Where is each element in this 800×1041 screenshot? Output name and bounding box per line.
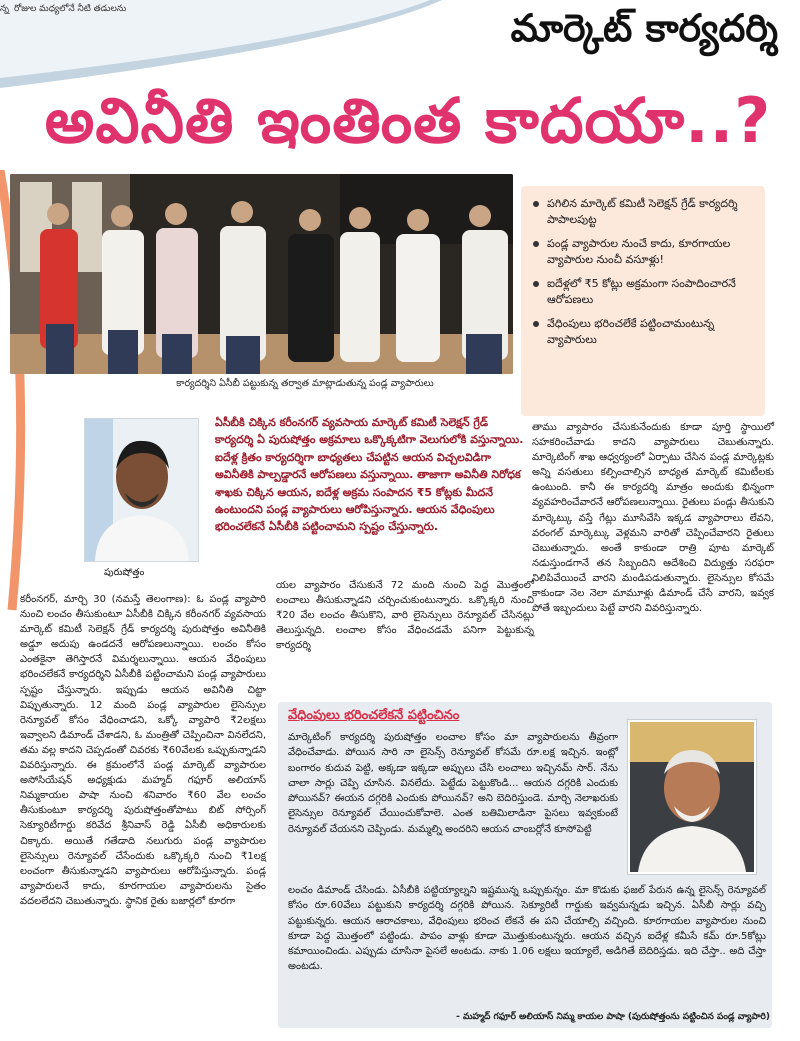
body-column-3: తాము వ్యాపారం చేసుకునేందుకు కూడా పూర్తి స్థాయిలో సహకరించేవాడు కాదని వ్యాపారులు చెబుతున్నారు. మార్కెటింగ్ శాఖ ఆధ్వర్యంలో ఏర్పాటు చేసిన పండ్ల మార్కెట్లకు అన్ని వసతులు కల్పించాల్సిన బాధ్యత మార్కెట్ కమిటీలకు ఉంటుంది. కానీ ఈ కార్యదర్శి మాత్రం అందుకు భిన్నంగా వ్యవహరించేవారనే ఆరోపణలున్నాయి. రైతులు పండ్లు తీసుకుని మార్కెట్కు వస్తే గేట్లు మూసివేసి ఇక్కడ వ్యాపారాలు లేవని, వరంగల్ మార్కెట్కు వెళ్లమని వారితో చెప్పించేవారని రైతులు చెబుతున్నారు. అంతే కాకుండా రాత్రి పూట మార్కెట్ నడుస్తుండగానే తన సిబ్బందిని ఆదేశించి విద్యుత్తు సరఫరా నిలిపివేయించే వారని మండిపడుతున్నారు. లైసెన్సుల కోసమే కాకుండా నెల నెలా మామూళ్లు డిమాండ్ చేసే వారని, ఇవ్వక పోతే ఇబ్బందులు పెట్టే వారని వివరిస్తున్నారు. xyxy=(532,422,774,615)
quote-person-photo xyxy=(628,720,756,874)
bullet-icon xyxy=(533,241,539,247)
highlight-item: పండ్ల వ్యాపారుల నుంచే కాదు, కూరగాయల వ్యాపారుల నుంచీ వసూళ్లు! xyxy=(533,236,755,268)
highlight-item: పగిలిన మార్కెట్ కమిటీ సెలెక్షన్ గ్రేడ్ కార్యదర్శి పాపాలపుట్ట xyxy=(533,196,755,228)
body-column-1: కరీంనగర్, మార్చి 30 (నమస్తే తెలంగాణ): ఓ పండ్ల వ్యాపారి నుంచి లంచం తీసుకుంటూ ఏసీబీకి చిక్కిన కరీంనగర్ వ్యవసాయ మార్కెట్ కమిటీ సెలెక్షన్ గ్రేడ్ కార్యదర్శి పురుషోత్తం అవినీతికి అడ్డూ అదుపు ఉండదనే ఆరోపణలున్నాయి. లంచం కోసం ఎంతకైనా తెగిస్తారనే విమర్శలున్నాయి. ఆయన వేధింపులు భరించలేకనే కార్యదర్శిని ఏసీబీకి పట్టించామని పండ్ల వ్యాపారులు స్పష్టం చేస్తున్నారు. ఇప్పుడు ఆయన అవినీతి చిట్టా విప్పుతున్నారు. 12 మంది పండ్ల వ్యాపారుల లైసెన్సుల రెన్యూవల్ కోసం వేధించాడని, ఒక్కో వ్యాపారి ₹2లక్షలు ఇవ్వాలని డిమాండ్ చేశాడని, ఓ మంత్రితో చెప్పించినా వినలేదని, తమ వల్ల కాదని చెప్పడంతో చివరకు ₹60వేలకు ఒప్పుకున్నాడని వివరిస్తున్నారు. ఈ క్రమంలోనే పండ్ల మార్కెట్ వ్యాపారుల అసోసియేషన్ అధ్యక్షుడు మహ్మద్ గఫూర్ అలియాస్ నిమ్మకాయల పాషా నుంచి శనివారం ₹60 వేల లంచం తీసుకుంటూ కార్యదర్శి పురుషోత్తంతోపాటు బిట్ సోర్సింగ్ సెక్యూరిటీగార్డు కరివేద శ్రీనివాస్ రెడ్డి ఏసీబీ అధికారులకు చిక్కారు. అయితే గతేడాది నలుగురు పండ్ల వ్యాపారుల లైసెన్సులు రెన్యూవల్ చేసేందుకు ఒక్కొక్కరి నుంచి ₹1లక్ష లంచంగా తీసుకున్నాడని వ్యాపారులు ఆరోపిస్తున్నారు. పండ్ల వ్యాపారులనే కాదు, కూరగాయల వ్యాపారులను సైతం వదలలేదని చెబుతున్నారు. స్థానిక రైతు బజార్లలో కూరగా xyxy=(20,594,266,907)
page-title: అవినీతి ఇంతింత కాదయా..? xyxy=(44,84,772,157)
photo-caption: కార్యదర్శిని ఏసీబీ పట్టుకున్న తర్వాత మాట్లాడుతున్న పండ్ల వ్యాపారులు xyxy=(176,378,434,389)
kicker: మార్కెట్ కార్యదర్శి xyxy=(510,6,778,50)
news-photo xyxy=(10,174,513,374)
bullet-icon xyxy=(533,201,539,207)
body-column-2: యల వ్యాపారం చేసుకునే 72 మంది నుంచి పెద్ద మొత్తంలో లంచాలు తీసుకున్నాడని చర్చించుకుంటున్నారు. ఒక్కొక్కరి నుంచి ₹20 వేల లంచం తీసుకొని, వారి లైసెన్సులు రెన్యూవల్ చేసినట్లు తెలుస్తున్నది. లంచాల కోసం వేధించడమే పనిగా పెట్టుకున్న కార్యదర్శి xyxy=(276,580,534,652)
quote-signature: - మహ్మద్ గఫూర్ అలియాస్ నిమ్మ కాయల పాషా (పురుషోత్తంను పట్టించిన పండ్ల వ్యాపారి) xyxy=(456,1012,770,1022)
bullet-icon xyxy=(533,321,539,327)
quote-text-part-1: మార్కెటింగ్ కార్యదర్శి పురుషోత్తం లంచాల కోసం మా వ్యాపారులను తీవ్రంగా వేధించేవాడు. పోయిన సారి నా లైసెన్స్ రెన్యూవల్ కోసమే రూ.లక్ష ఇచ్చిన. ఇంట్లో బంగారం కుదువ పెట్టి, అక్కడా ఇక్కడా అప్పులు చేసి లంచాలు ఇచ్చినమ్ సార్. నేను చాలా సార్లు చెప్పి చూసిన. వినలేదు. పెట్టేడు పెట్టుకొండి... ఆయన దగ్గరికి ఎందుకు పోయినవ్? ఈయన దగ్గరికి ఎందుకు పోయినవ్? అని బెదిరిస్తుండె. మార్చి నెలాఖరుకు లైసెన్సుల రెన్యూవల్ చేయించుకోవాలె. ఎంత బతిమిలాడినా పైసలు ఇవ్వకుంటే రెన్యూవల్ చేయనని చెప్పిండు. మమ్మల్ని అందరిని ఆయన చాంబర్లోనే కూసోపెట్టి xyxy=(288,732,618,835)
portrait-caption: పురుషోత్తం xyxy=(104,567,145,578)
bullet-icon xyxy=(533,281,539,287)
left-fragment: న్న xyxy=(0,4,9,14)
top-note: రోజుల మధ్యలోనే నీటి తడులను xyxy=(14,4,127,14)
highlight-item: ఐదేళ్లలో ₹5 కోట్లు అక్రమంగా సంపాదించారనే ఆరోపణలు xyxy=(533,276,755,308)
quote-text-part-2: లంచం డిమాండ్ చేసిండు. ఏసీబీకి పట్టియ్యాల్నని ఇష్టమున్న ఒప్పుకున్నం. మా కొడుకు ఫజల్ పేరున ఉన్న లైసెన్స్ రెన్యూవల్ కోసం రూ.60వేలు పట్టుకుని కార్యదర్శి దగ్గరికి పోయిన. సెక్యూరిటీ గార్డుకు ఇవ్వమన్నడు ఇచ్చిన. ఏసీబీ సార్లు వచ్చి పట్టుకున్నరు. ఆయన ఆరాచకాలు, వేధింపులు భరించ లేకనే ఈ పని చేయాల్సి వచ్చింది. కూరగాయల వ్యాపారుల నుంచి కూడా పెద్ద మొత్తంలో పట్టిండు. పాపం వాళ్లు కూడా మొత్తుకుంటున్నరు. ఆయన వచ్చిన ఐదేళ్ల కమీసే కమ్ రూ.5కోట్లు కమాయించిండు. ఎప్పుడు చూసినా పైసలే అంటడు. నాకు 1.06 లక్షలు ఇయ్యాలే, అడిగితే బెదిరిస్తడు. ఇది చేస్తా.. అది చేస్తా అంటడు. xyxy=(288,885,766,973)
highlights-box xyxy=(521,186,765,416)
highlight-item: వేధింపులు భరించలేకే పట్టించామంటున్న వ్యాపారులు xyxy=(533,316,755,348)
lead-paragraph: ఏసీబీకి చిక్కిన కరీంనగర్ వ్యవసాయ మార్కెట్ కమిటీ సెలెక్షన్ గ్రేడ్ కార్యదర్శి ఏ పురుషోత్తం అక్రమాలు ఒక్కొక్కటిగా వెలుగులోకి వస్తున్నాయి. ఐదేళ్ల క్రితం కార్యదర్శిగా బాధ్యతలు చేపట్టిన ఆయన విచ్చలవిడిగా అవినీతికి పాల్పడ్డారనే ఆరోపణలు వస్తున్నాయి. తాజాగా అవినీతి నిరోధక శాఖకు చిక్కిన ఆయన, ఐదేళ్ల అక్రమ సంపాదన ₹5 కోట్లకు మీదనే ఉంటుందని పండ్ల వ్యాపారులు ఆరోపిస్తున్నారు. ఆయన వేధింపులు భరించలేకనే ఏసీబీకి పట్టించామని స్పష్టం చేస్తున్నారు. xyxy=(215,416,524,534)
quote-box-title: వేధింపులు భరించలేకనే పట్టించినం xyxy=(288,708,460,723)
portrait-photo xyxy=(84,418,199,562)
